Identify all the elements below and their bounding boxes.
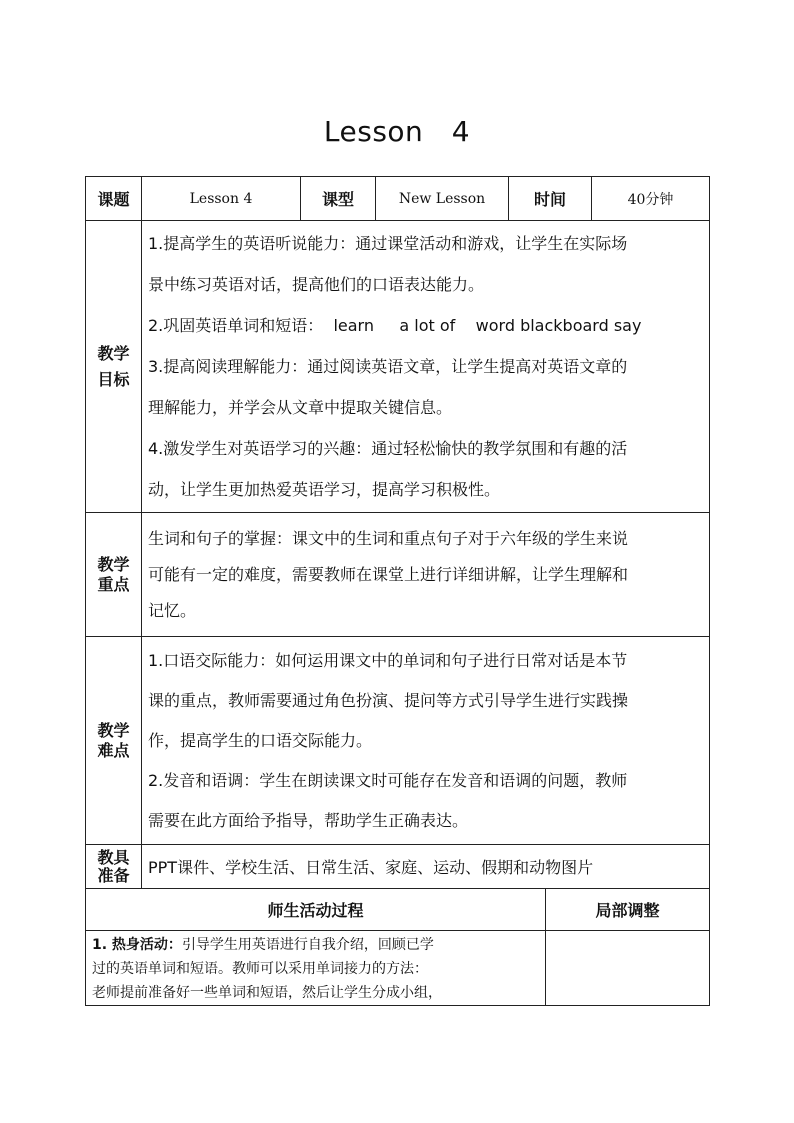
objective-line: 4.激发学生对英语学习的兴趣：通过轻松愉快的教学氛围和有趣的活 [148, 439, 628, 458]
adjustment-cell [546, 931, 710, 1006]
tools-row [86, 845, 710, 889]
info-row [86, 177, 710, 221]
process-line: 引导学生用英语进行自我介绍，回顾已学 [181, 937, 434, 953]
process-content [86, 931, 546, 1006]
time-value: 40分钟 [592, 177, 710, 221]
difficulties-content [142, 637, 710, 845]
difficulties-row [86, 637, 710, 845]
objectives-content [142, 221, 710, 513]
objective-line: 1.提高学生的英语听说能力：通过课堂活动和游戏，让学生在实际场 [148, 234, 628, 253]
difficulty-line: 需要在此方面给予指导，帮助学生正确表达。 [148, 810, 469, 830]
key-point-line: 可能有一定的难度，需要教师在课堂上进行详细讲解，让学生理解和 [148, 564, 629, 584]
key-points-row [86, 513, 710, 637]
objective-line: 动，让学生更加热爱英语学习，提高学习积极性。 [148, 480, 501, 499]
time-label: 时间 [509, 177, 592, 221]
topic-value: Lesson 4 [142, 177, 301, 221]
adjustment-header: 局部调整 [546, 889, 710, 931]
process-header-row [86, 889, 710, 931]
page-title: Lesson 4 [323, 115, 471, 148]
process-line: 老师提前准备好一些单词和短语，然后让学生分成小组， [92, 985, 442, 1001]
type-label: 课型 [301, 177, 376, 221]
process-header: 师生活动过程 [86, 889, 546, 931]
key-point-line: 生词和句子的掌握：课文中的生词和重点句子对于六年级的学生来说 [148, 528, 629, 548]
objectives-label: 教学 目标 [86, 221, 142, 513]
objective-line: 2.巩固英语单词和短语： learn a lot of word blackboard say [148, 316, 642, 335]
process-row [86, 931, 710, 1006]
objective-line: 景中练习英语对话，提高他们的口语表达能力。 [148, 275, 485, 294]
lesson-plan-table [85, 176, 710, 889]
process-line: 过的英语单词和短语。教师可以采用单词接力的方法： [92, 961, 428, 977]
key-point-line: 记忆。 [148, 600, 197, 620]
difficulties-label: 教学 难点 [86, 637, 142, 845]
tools-label: 教具 准备 [86, 845, 142, 889]
process-table [85, 888, 710, 1006]
difficulty-line: 课的重点，教师需要通过角色扮演、提问等方式引导学生进行实践操 [148, 690, 629, 710]
objective-line: 理解能力，并学会从文章中提取关键信息。 [148, 398, 453, 417]
objective-line: 3.提高阅读理解能力：通过阅读英语文章，让学生提高对英语文章的 [148, 357, 628, 376]
tools-content: PPT课件、学校生活、日常生活、家庭、运动、假期和动物图片 [142, 845, 710, 889]
difficulty-line: 1.口语交际能力：如何运用课文中的单词和句子进行日常对话是本节 [148, 650, 628, 670]
key-points-label: 教学 重点 [86, 513, 142, 637]
difficulty-line: 作，提高学生的口语交际能力。 [148, 730, 373, 750]
type-value: New Lesson [376, 177, 509, 221]
step-title: 1. 热身活动： [92, 937, 182, 953]
difficulty-line: 2.发音和语调：学生在朗读课文时可能存在发音和语调的问题，教师 [148, 770, 628, 790]
key-points-content [142, 513, 710, 637]
objectives-row [86, 221, 710, 513]
topic-label: 课题 [86, 177, 142, 221]
